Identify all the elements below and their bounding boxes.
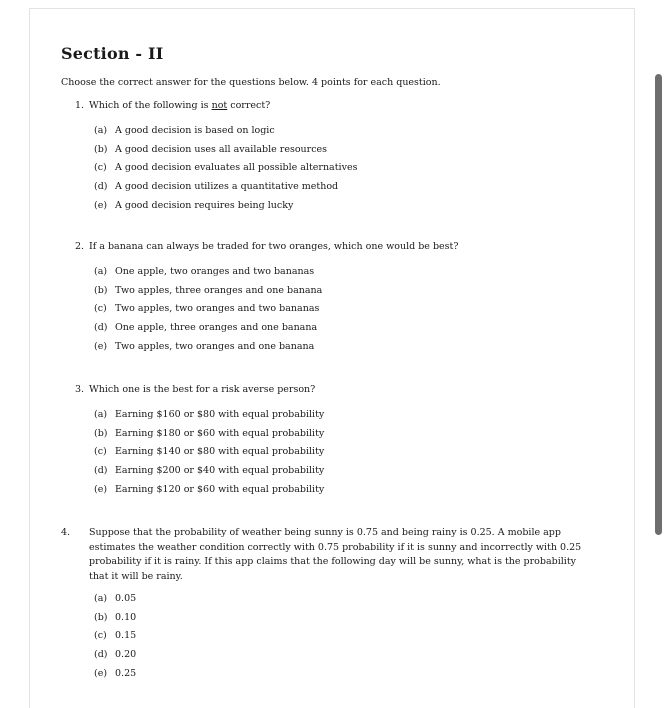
question-number: 4. (61, 527, 71, 538)
question-text-after: correct? (227, 100, 271, 111)
instructions: Choose the correct answer for the questions below. 4 points for each question. (61, 77, 441, 88)
q4-option-c: (c) 0.15 (94, 630, 137, 641)
question-text-underlined: not (211, 100, 228, 111)
q2-option-e: (e) Two apples, two oranges and one banana (94, 341, 315, 352)
question-text: Which one is the best for a risk averse person? (89, 384, 316, 395)
q3-option-d: (d) Earning $200 or $40 with equal probability (94, 465, 325, 476)
q4-option-e: (e) 0.25 (94, 668, 137, 679)
question-text: If a banana can always be traded for two oranges, which one would be best? (89, 241, 459, 252)
section-title: Section - II (61, 44, 164, 63)
q1-option-b: (b) A good decision uses all available resources (94, 144, 328, 155)
q3-option-a: (a) Earning $160 or $80 with equal probability (94, 409, 325, 420)
q1-option-e: (e) A good decision requires being lucky (94, 200, 294, 211)
question-number: 1. (75, 100, 85, 111)
q3-option-b: (b) Earning $180 or $60 with equal probability (94, 428, 325, 439)
question-3 (75, 383, 590, 398)
q3-option-e: (e) Earning $120 or $60 with equal probability (94, 484, 325, 495)
question-number: 2. (75, 241, 85, 252)
q4-option-b: (b) 0.10 (94, 612, 137, 623)
q2-option-b: (b) Two apples, three oranges and one banana (94, 285, 323, 296)
question-1 (75, 99, 590, 114)
q1-option-a: (a) A good decision is based on logic (94, 125, 275, 136)
q1-option-c: (c) A good decision evaluates all possible alternatives (94, 162, 358, 173)
q4-option-a: (a) 0.05 (94, 593, 137, 604)
question-number: 3. (75, 384, 85, 395)
question-text-before: Which of the following is (89, 100, 212, 111)
q2-option-c: (c) Two apples, two oranges and two bananas (94, 303, 320, 314)
q2-option-a: (a) One apple, two oranges and two bananas (94, 266, 315, 277)
vertical-scrollbar[interactable] (655, 74, 662, 535)
question-4 (61, 526, 587, 584)
q1-option-d: (d) A good decision utilizes a quantitative method (94, 181, 339, 192)
q4-option-d: (d) 0.20 (94, 649, 137, 660)
q3-option-c: (c) Earning $140 or $80 with equal probability (94, 446, 325, 457)
question-2 (75, 240, 590, 255)
question-text: Suppose that the probability of weather being sunny is 0.75 and being rainy is 0.25. A mobile app estimates the weather condition correctly with 0.75 probability if it is sunny and incorrectly with 0.25 probability if it is rainy. If this app claims that the following day will be sunny, what is the probability that it will be rainy. (89, 527, 582, 582)
q2-option-d: (d) One apple, three oranges and one banana (94, 322, 318, 333)
